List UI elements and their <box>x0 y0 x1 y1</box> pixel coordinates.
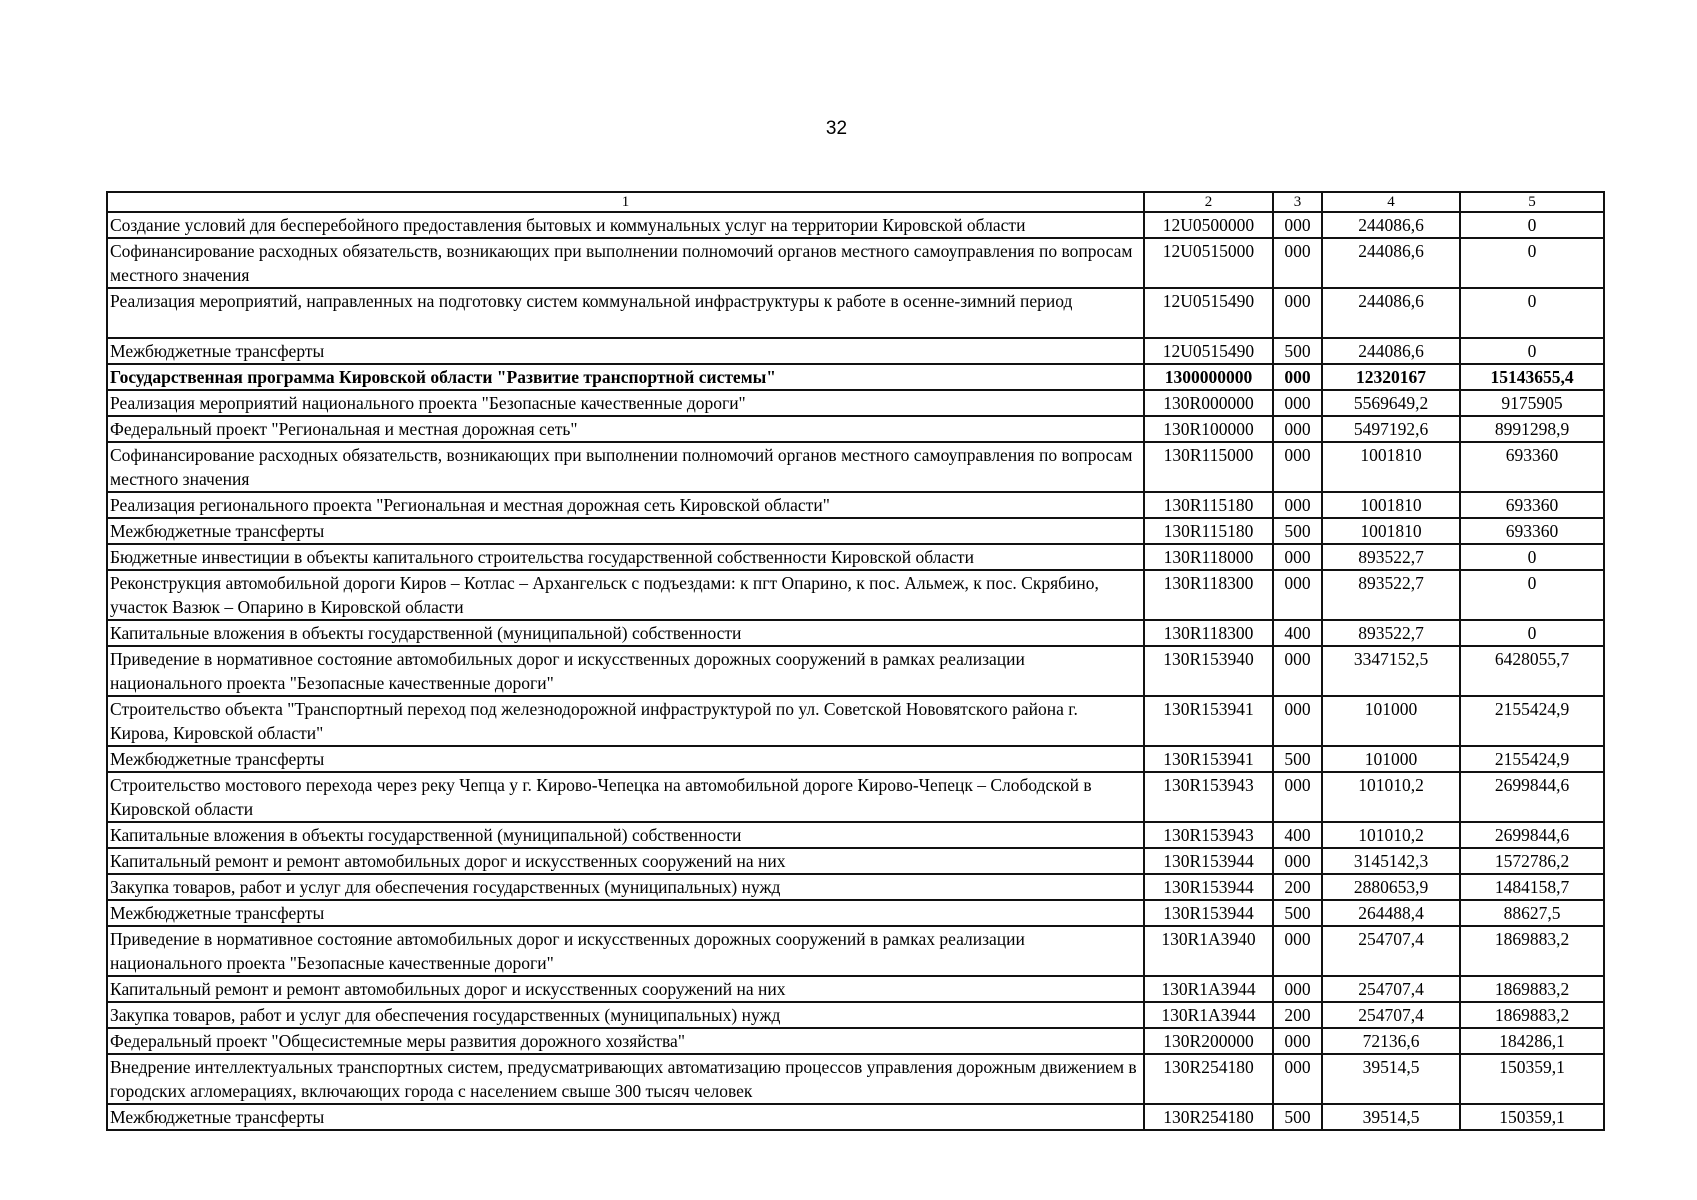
row-amount-2-cell: 0 <box>1460 212 1604 238</box>
row-expense-type-cell: 500 <box>1273 518 1322 544</box>
row-code-cell: 130R115180 <box>1144 492 1273 518</box>
row-code-cell: 130R1A3944 <box>1144 1002 1273 1028</box>
row-expense-type-cell: 000 <box>1273 1054 1322 1104</box>
row-code-cell: 130R118300 <box>1144 570 1273 620</box>
table-row <box>107 364 1604 390</box>
row-amount-2-cell: 2155424,9 <box>1460 746 1604 772</box>
row-amount-1-cell: 3347152,5 <box>1322 646 1460 696</box>
row-amount-1-cell: 244086,6 <box>1322 338 1460 364</box>
table-row <box>107 212 1604 238</box>
row-amount-2-cell: 0 <box>1460 544 1604 570</box>
row-code-cell: 130R118300 <box>1144 620 1273 646</box>
row-code-cell: 1300000000 <box>1144 364 1273 390</box>
table-row <box>107 1028 1604 1054</box>
row-expense-type-cell: 500 <box>1273 338 1322 364</box>
row-amount-1-cell: 893522,7 <box>1322 544 1460 570</box>
row-name-cell: Реализация мероприятий, направленных на подготовку систем коммунальной инфраструктуры к работе в осенне-зимний период <box>107 288 1144 338</box>
row-amount-2-cell: 184286,1 <box>1460 1028 1604 1054</box>
row-code-cell: 130R118000 <box>1144 544 1273 570</box>
row-code-cell: 130R1A3944 <box>1144 976 1273 1002</box>
table-row <box>107 746 1604 772</box>
table-row <box>107 288 1604 338</box>
row-name-cell: Софинансирование расходных обязательств, возникающих при выполнении полномочий органов местного самоуправления по вопросам местного значения <box>107 442 1144 492</box>
row-code-cell: 130R153940 <box>1144 646 1273 696</box>
table-row <box>107 900 1604 926</box>
table-row <box>107 570 1604 620</box>
table-row <box>107 976 1604 1002</box>
table-row <box>107 416 1604 442</box>
header-col-2: 2 <box>1144 192 1273 212</box>
row-amount-1-cell: 893522,7 <box>1322 570 1460 620</box>
header-row <box>107 192 1604 212</box>
row-amount-1-cell: 12320167 <box>1322 364 1460 390</box>
row-name-cell: Межбюджетные трансферты <box>107 518 1144 544</box>
row-expense-type-cell: 000 <box>1273 212 1322 238</box>
row-name-cell: Софинансирование расходных обязательств, возникающих при выполнении полномочий органов местного самоуправления по вопросам местного значения <box>107 238 1144 288</box>
row-name-cell: Капитальные вложения в объекты государственной (муниципальной) собственности <box>107 822 1144 848</box>
row-amount-2-cell: 6428055,7 <box>1460 646 1604 696</box>
row-code-cell: 130R153944 <box>1144 900 1273 926</box>
table-row <box>107 238 1604 288</box>
row-expense-type-cell: 400 <box>1273 620 1322 646</box>
table-row <box>107 646 1604 696</box>
row-amount-2-cell: 8991298,9 <box>1460 416 1604 442</box>
row-amount-1-cell: 39514,5 <box>1322 1054 1460 1104</box>
row-expense-type-cell: 000 <box>1273 848 1322 874</box>
row-amount-1-cell: 244086,6 <box>1322 288 1460 338</box>
row-code-cell: 130R1A3940 <box>1144 926 1273 976</box>
row-expense-type-cell: 000 <box>1273 288 1322 338</box>
budget-table <box>106 191 1605 1131</box>
table-row <box>107 390 1604 416</box>
row-name-cell: Межбюджетные трансферты <box>107 1104 1144 1130</box>
row-expense-type-cell: 000 <box>1273 772 1322 822</box>
row-amount-1-cell: 264488,4 <box>1322 900 1460 926</box>
row-amount-2-cell: 0 <box>1460 338 1604 364</box>
row-name-cell: Капитальный ремонт и ремонт автомобильных дорог и искусственных сооружений на них <box>107 976 1144 1002</box>
row-name-cell: Капитальный ремонт и ремонт автомобильных дорог и искусственных сооружений на них <box>107 848 1144 874</box>
row-expense-type-cell: 000 <box>1273 646 1322 696</box>
row-amount-2-cell: 693360 <box>1460 442 1604 492</box>
row-amount-1-cell: 254707,4 <box>1322 926 1460 976</box>
row-amount-2-cell: 15143655,4 <box>1460 364 1604 390</box>
row-amount-2-cell: 150359,1 <box>1460 1054 1604 1104</box>
row-name-cell: Реализация регионального проекта "Региональная и местная дорожная сеть Кировской области" <box>107 492 1144 518</box>
row-amount-2-cell: 2699844,6 <box>1460 822 1604 848</box>
table-row <box>107 1002 1604 1028</box>
row-amount-2-cell: 2699844,6 <box>1460 772 1604 822</box>
budget-table-container <box>106 191 1603 1131</box>
row-amount-2-cell: 1869883,2 <box>1460 1002 1604 1028</box>
row-name-cell: Закупка товаров, работ и услуг для обеспечения государственных (муниципальных) нужд <box>107 874 1144 900</box>
table-row <box>107 772 1604 822</box>
row-amount-1-cell: 893522,7 <box>1322 620 1460 646</box>
row-name-cell: Создание условий для бесперебойного предоставления бытовых и коммунальных услуг на территории Кировской области <box>107 212 1144 238</box>
row-amount-2-cell: 693360 <box>1460 518 1604 544</box>
row-amount-1-cell: 254707,4 <box>1322 1002 1460 1028</box>
row-amount-1-cell: 5497192,6 <box>1322 416 1460 442</box>
row-name-cell: Внедрение интеллектуальных транспортных систем, предусматривающих автоматизацию процессов управления дорожным движением в городских агломерациях, включающих города с населением свыше 300 тысяч человек <box>107 1054 1144 1104</box>
row-amount-2-cell: 1869883,2 <box>1460 976 1604 1002</box>
row-expense-type-cell: 000 <box>1273 544 1322 570</box>
row-amount-2-cell: 1869883,2 <box>1460 926 1604 976</box>
row-expense-type-cell: 200 <box>1273 1002 1322 1028</box>
row-expense-type-cell: 500 <box>1273 900 1322 926</box>
row-code-cell: 130R153941 <box>1144 696 1273 746</box>
row-expense-type-cell: 200 <box>1273 874 1322 900</box>
row-code-cell: 130R000000 <box>1144 390 1273 416</box>
row-code-cell: 130R115180 <box>1144 518 1273 544</box>
row-code-cell: 130R254180 <box>1144 1104 1273 1130</box>
row-code-cell: 12U0515490 <box>1144 338 1273 364</box>
row-amount-1-cell: 5569649,2 <box>1322 390 1460 416</box>
table-row <box>107 492 1604 518</box>
row-amount-2-cell: 88627,5 <box>1460 900 1604 926</box>
row-name-cell: Государственная программа Кировской области "Развитие транспортной системы" <box>107 364 1144 390</box>
header-col-5: 5 <box>1460 192 1604 212</box>
page-number: 32 <box>825 118 848 139</box>
row-code-cell: 130R153944 <box>1144 874 1273 900</box>
row-code-cell: 130R115000 <box>1144 442 1273 492</box>
row-amount-1-cell: 1001810 <box>1322 518 1460 544</box>
row-amount-1-cell: 101000 <box>1322 696 1460 746</box>
row-expense-type-cell: 000 <box>1273 238 1322 288</box>
row-amount-2-cell: 150359,1 <box>1460 1104 1604 1130</box>
row-expense-type-cell: 000 <box>1273 570 1322 620</box>
row-code-cell: 130R254180 <box>1144 1054 1273 1104</box>
row-expense-type-cell: 500 <box>1273 1104 1322 1130</box>
row-code-cell: 12U0515490 <box>1144 288 1273 338</box>
row-amount-2-cell: 0 <box>1460 238 1604 288</box>
row-name-cell: Приведение в нормативное состояние автомобильных дорог и искусственных дорожных сооружений в рамках реализации национального проекта "Безопасные качественные дороги" <box>107 646 1144 696</box>
row-amount-1-cell: 101010,2 <box>1322 772 1460 822</box>
table-row <box>107 822 1604 848</box>
row-expense-type-cell: 000 <box>1273 390 1322 416</box>
table-row <box>107 1104 1604 1130</box>
row-amount-1-cell: 39514,5 <box>1322 1104 1460 1130</box>
row-amount-2-cell: 1484158,7 <box>1460 874 1604 900</box>
row-code-cell: 12U0500000 <box>1144 212 1273 238</box>
row-expense-type-cell: 000 <box>1273 696 1322 746</box>
row-expense-type-cell: 000 <box>1273 492 1322 518</box>
table-row <box>107 848 1604 874</box>
row-amount-1-cell: 101010,2 <box>1322 822 1460 848</box>
table-row <box>107 544 1604 570</box>
row-amount-1-cell: 2880653,9 <box>1322 874 1460 900</box>
row-code-cell: 130R153943 <box>1144 772 1273 822</box>
table-row <box>107 620 1604 646</box>
table-row <box>107 696 1604 746</box>
row-amount-2-cell: 0 <box>1460 570 1604 620</box>
row-expense-type-cell: 000 <box>1273 364 1322 390</box>
header-col-4: 4 <box>1322 192 1460 212</box>
row-expense-type-cell: 000 <box>1273 976 1322 1002</box>
row-expense-type-cell: 000 <box>1273 416 1322 442</box>
row-code-cell: 130R153943 <box>1144 822 1273 848</box>
row-name-cell: Реконструкция автомобильной дороги Киров – Котлас – Архангельск с подъездами: к пгт Опарино, к пос. Альмеж, к пос. Скрябино, участок Вазюк – Опарино в Кировской области <box>107 570 1144 620</box>
row-code-cell: 130R153944 <box>1144 848 1273 874</box>
row-expense-type-cell: 500 <box>1273 746 1322 772</box>
row-expense-type-cell: 400 <box>1273 822 1322 848</box>
row-name-cell: Строительство мостового перехода через реку Чепца у г. Кирово-Чепецка на автомобильной дороге Кирово-Чепецк – Слободской в Кировской области <box>107 772 1144 822</box>
row-expense-type-cell: 000 <box>1273 926 1322 976</box>
row-code-cell: 130R100000 <box>1144 416 1273 442</box>
row-amount-1-cell: 254707,4 <box>1322 976 1460 1002</box>
row-name-cell: Реализация мероприятий национального проекта "Безопасные качественные дороги" <box>107 390 1144 416</box>
row-expense-type-cell: 000 <box>1273 1028 1322 1054</box>
row-name-cell: Строительство объекта "Транспортный переход под железнодорожной инфраструктурой по ул. Советской Нововятского района г. Кирова, Кировской области" <box>107 696 1144 746</box>
row-name-cell: Федеральный проект "Общесистемные меры развития дорожного хозяйства" <box>107 1028 1144 1054</box>
row-amount-1-cell: 244086,6 <box>1322 238 1460 288</box>
row-amount-1-cell: 101000 <box>1322 746 1460 772</box>
row-name-cell: Капитальные вложения в объекты государственной (муниципальной) собственности <box>107 620 1144 646</box>
row-amount-2-cell: 0 <box>1460 620 1604 646</box>
row-code-cell: 12U0515000 <box>1144 238 1273 288</box>
table-row <box>107 926 1604 976</box>
row-amount-2-cell: 0 <box>1460 288 1604 338</box>
row-code-cell: 130R153941 <box>1144 746 1273 772</box>
row-amount-1-cell: 3145142,3 <box>1322 848 1460 874</box>
row-amount-1-cell: 244086,6 <box>1322 212 1460 238</box>
row-amount-2-cell: 693360 <box>1460 492 1604 518</box>
row-name-cell: Межбюджетные трансферты <box>107 900 1144 926</box>
table-row <box>107 338 1604 364</box>
row-name-cell: Бюджетные инвестиции в объекты капитального строительства государственной собственности Кировской области <box>107 544 1144 570</box>
row-amount-2-cell: 2155424,9 <box>1460 696 1604 746</box>
row-amount-1-cell: 72136,6 <box>1322 1028 1460 1054</box>
row-name-cell: Федеральный проект "Региональная и местная дорожная сеть" <box>107 416 1144 442</box>
table-row <box>107 1054 1604 1104</box>
row-name-cell: Межбюджетные трансферты <box>107 338 1144 364</box>
row-name-cell: Закупка товаров, работ и услуг для обеспечения государственных (муниципальных) нужд <box>107 1002 1144 1028</box>
row-expense-type-cell: 000 <box>1273 442 1322 492</box>
header-col-3: 3 <box>1273 192 1322 212</box>
header-col-1: 1 <box>107 192 1144 212</box>
row-amount-2-cell: 9175905 <box>1460 390 1604 416</box>
table-body <box>107 212 1604 1130</box>
row-amount-1-cell: 1001810 <box>1322 492 1460 518</box>
table-row <box>107 442 1604 492</box>
row-amount-1-cell: 1001810 <box>1322 442 1460 492</box>
row-name-cell: Межбюджетные трансферты <box>107 746 1144 772</box>
table-row <box>107 518 1604 544</box>
row-name-cell: Приведение в нормативное состояние автомобильных дорог и искусственных дорожных сооружений в рамках реализации национального проекта "Безопасные качественные дороги" <box>107 926 1144 976</box>
table-row <box>107 874 1604 900</box>
row-code-cell: 130R200000 <box>1144 1028 1273 1054</box>
row-amount-2-cell: 1572786,2 <box>1460 848 1604 874</box>
